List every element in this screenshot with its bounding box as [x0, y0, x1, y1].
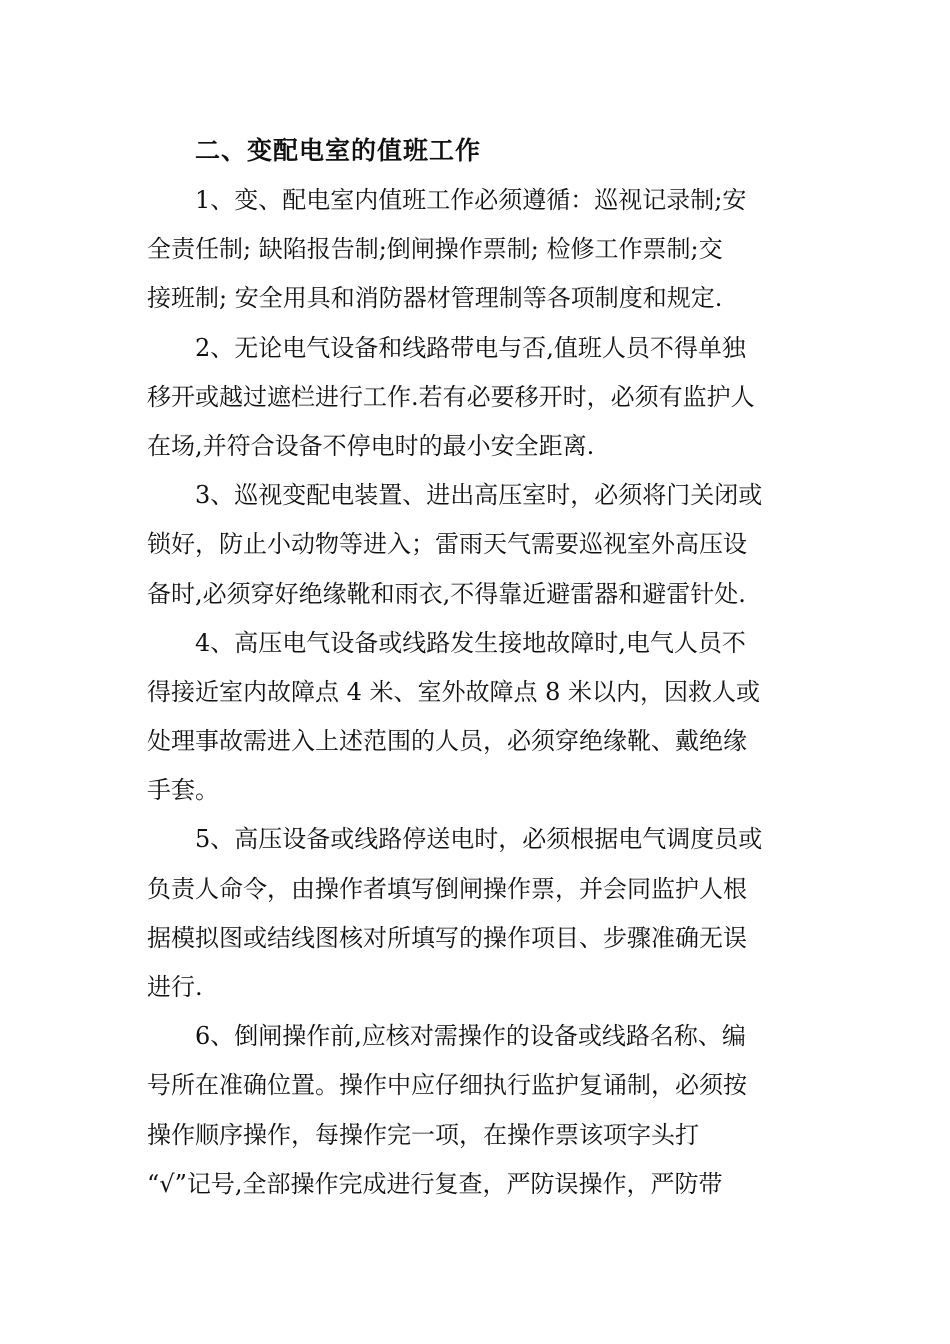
- paragraph-1: [147, 176, 807, 324]
- paragraph-4: [147, 619, 807, 816]
- text-line: 1、变、配电室内值班工作必须遵循：巡视记录制;安: [195, 186, 747, 214]
- text-line: 据模拟图或结线图核对所填写的操作项目、步骤准确无误: [147, 923, 747, 952]
- text-line: 2、无论电气设备和线路带电与否,值班人员不得单独: [195, 333, 746, 362]
- text-line: 号所在准确位置。操作中应仔细执行监护复诵制，必须按: [147, 1071, 747, 1100]
- text-line: 手套。: [147, 776, 219, 805]
- text-line: 移开或越过遮栏进行工作.若有必要移开时，必须有监护人: [147, 382, 755, 411]
- text-line: 操作顺序操作，每操作完一项，在操作票该项字头打: [147, 1120, 699, 1149]
- text-line: 进行.: [147, 973, 203, 1001]
- text-line: 3、巡视变配电装置、进出高压室时，必须将门关闭或: [195, 481, 763, 510]
- text-line: 接班制; 安全用具和消防器材管理制等各项制度和规定.: [147, 284, 723, 313]
- text-line: 锁好，防止小动物等进入；雷雨天气需要巡视室外高压设: [147, 530, 747, 559]
- text-line: 5、高压设备或线路停送电时，必须根据电气调度员或: [195, 825, 763, 854]
- text-line: 4、高压电气设备或线路发生接地故障时,电气人员不: [195, 628, 746, 657]
- text-line: “√”记号,全部操作完成进行复查，严防误操作，严防带: [147, 1169, 723, 1198]
- body-text: [147, 176, 807, 1209]
- paragraph-3: [147, 471, 807, 619]
- text-line: 处理事故需进入上述范围的人员，必须穿绝缘靴、戴绝缘: [147, 727, 747, 756]
- paragraph-6: [147, 1012, 807, 1209]
- section-heading: 二、变配电室的值班工作: [195, 136, 482, 165]
- text-line: 得接近室内故障点 4 米、室外故障点 8 米以内，因救人或: [147, 677, 761, 706]
- text-line: 6、倒闸操作前,应核对需操作的设备或线路名称、编: [195, 1022, 746, 1051]
- paragraph-5: [147, 815, 807, 1012]
- text-line: 备时,必须穿好绝缘靴和雨衣,不得靠近避雷器和避雷针处.: [147, 579, 746, 608]
- text-line: 在场,并符合设备不停电时的最小安全距离.: [147, 431, 595, 460]
- text-line: 负责人命令，由操作者填写倒闸操作票，并会同监护人根: [147, 874, 747, 903]
- text-line: 全责任制; 缺陷报告制;倒闸操作票制; 检修工作票制;交: [147, 235, 723, 264]
- paragraph-2: [147, 324, 807, 472]
